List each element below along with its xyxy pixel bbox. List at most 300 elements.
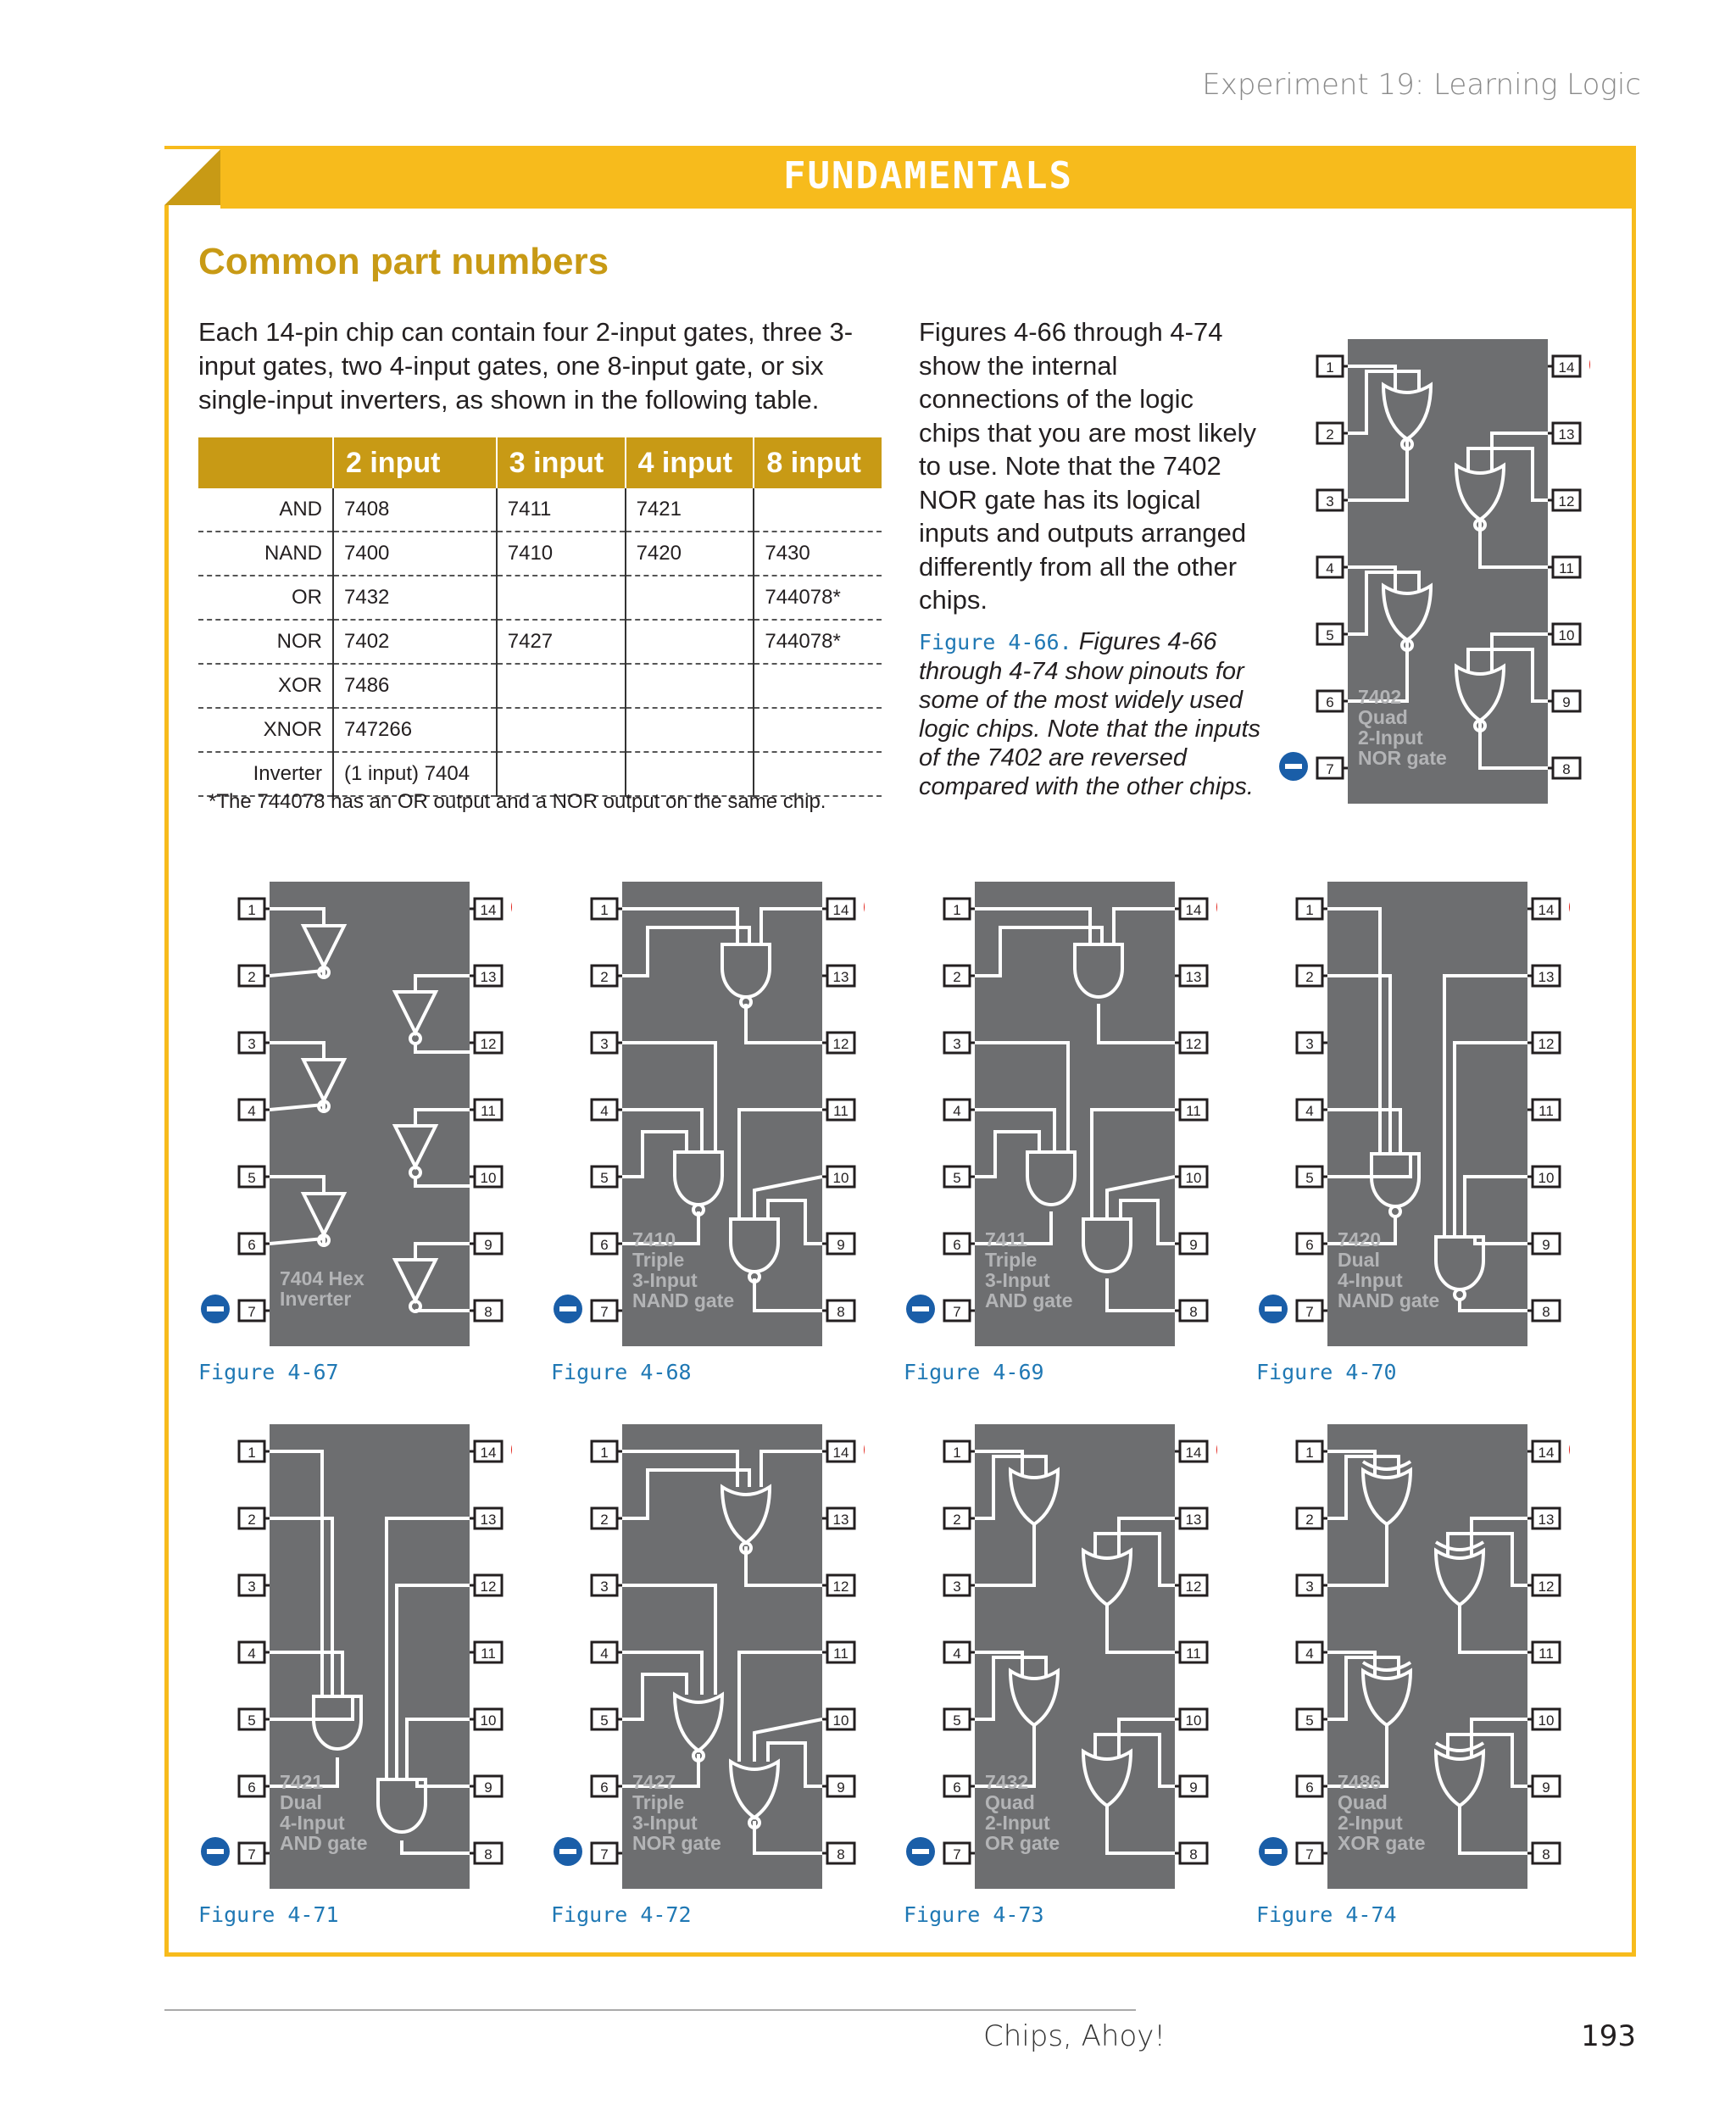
- svg-text:3: 3: [1305, 1579, 1314, 1595]
- plus-icon: [1569, 1435, 1570, 1464]
- pin-14: [1533, 899, 1560, 919]
- svg-text:5: 5: [1305, 1712, 1314, 1729]
- pin-4: [1297, 1100, 1322, 1120]
- pin-6: [592, 1776, 617, 1796]
- chip-diagram: [190, 1411, 512, 1902]
- chip-diagram: [542, 868, 865, 1360]
- plus-icon: [864, 1435, 865, 1464]
- pin-2: [944, 1508, 970, 1529]
- svg-text:14: 14: [480, 902, 497, 918]
- pin-10: [1180, 1167, 1207, 1187]
- pin-11: [1180, 1642, 1207, 1662]
- banner-title: FUNDAMENTALS: [783, 154, 1073, 198]
- svg-text:9: 9: [484, 1779, 492, 1796]
- svg-text:13: 13: [480, 1512, 497, 1528]
- figure-caption: [919, 627, 1275, 801]
- svg-text:11: 11: [481, 1103, 496, 1119]
- svg-text:7: 7: [1305, 1846, 1314, 1863]
- svg-text:4: 4: [1305, 1645, 1314, 1662]
- figure-label: Figure 4-67: [198, 1360, 339, 1384]
- svg-text:2: 2: [1326, 426, 1334, 443]
- svg-text:8: 8: [484, 1846, 492, 1863]
- svg-text:14: 14: [1538, 1445, 1555, 1461]
- chip-label: AND gate: [280, 1832, 368, 1854]
- svg-text:12: 12: [1185, 1036, 1202, 1052]
- table-cell: 7410: [497, 532, 626, 576]
- svg-text:1: 1: [600, 1445, 609, 1461]
- svg-text:4: 4: [1305, 1103, 1314, 1119]
- figure-label: Figure 4-70: [1256, 1360, 1397, 1384]
- row-header: XNOR: [198, 708, 333, 752]
- svg-text:9: 9: [1189, 1779, 1198, 1796]
- pin-3: [239, 1033, 264, 1053]
- pin-9: [1533, 1233, 1560, 1254]
- running-head: Experiment 19: Learning Logic: [1202, 68, 1641, 102]
- chip-label: Quad: [1338, 1791, 1388, 1813]
- row-header: NAND: [198, 532, 333, 576]
- svg-text:1: 1: [953, 1445, 961, 1461]
- pin-3: [239, 1575, 264, 1595]
- svg-text:8: 8: [1542, 1846, 1550, 1863]
- table-cell: 7430: [754, 532, 882, 576]
- svg-text:2: 2: [600, 969, 609, 985]
- svg-text:10: 10: [480, 1170, 497, 1186]
- svg-text:14: 14: [832, 902, 849, 918]
- pin-5: [239, 1709, 264, 1729]
- pin-9: [475, 1233, 502, 1254]
- pin-14: [1180, 899, 1207, 919]
- svg-text:12: 12: [1538, 1036, 1555, 1052]
- pin-13: [1533, 1508, 1560, 1529]
- pin-14: [827, 1441, 854, 1462]
- svg-text:5: 5: [953, 1170, 961, 1186]
- pin-2: [1317, 423, 1343, 443]
- chip-label: NAND gate: [1338, 1289, 1440, 1311]
- svg-text:8: 8: [1562, 761, 1571, 777]
- pin-8: [1180, 1300, 1207, 1321]
- pin-10: [1553, 624, 1580, 644]
- chip-diagram: [1248, 1411, 1570, 1902]
- pin-7: [1297, 1843, 1322, 1863]
- svg-text:6: 6: [248, 1779, 256, 1796]
- svg-text:1: 1: [248, 1445, 256, 1461]
- pin-4: [1297, 1642, 1322, 1662]
- chip-diagram: [1248, 868, 1570, 1360]
- table-cell: [497, 664, 626, 708]
- table-cell: [754, 664, 882, 708]
- pin-8: [1533, 1300, 1560, 1321]
- svg-text:6: 6: [600, 1779, 609, 1796]
- svg-text:9: 9: [1189, 1237, 1198, 1253]
- svg-text:2: 2: [248, 1512, 256, 1528]
- plus-icon: [511, 893, 512, 922]
- table-cell: [626, 664, 754, 708]
- svg-text:13: 13: [1185, 969, 1202, 985]
- svg-text:5: 5: [248, 1712, 256, 1729]
- pin-8: [475, 1300, 502, 1321]
- svg-text:3: 3: [953, 1579, 961, 1595]
- chip-7486: [1248, 1411, 1570, 1907]
- pin-14: [1533, 1441, 1560, 1462]
- svg-text:5: 5: [953, 1712, 961, 1729]
- svg-text:8: 8: [837, 1304, 845, 1320]
- svg-text:11: 11: [1538, 1103, 1554, 1119]
- figure-label: Figure 4-68: [551, 1360, 692, 1384]
- pin-4: [1317, 557, 1343, 577]
- pin-1: [944, 899, 970, 919]
- svg-text:4: 4: [600, 1645, 609, 1662]
- svg-text:8: 8: [484, 1304, 492, 1320]
- pin-12: [827, 1033, 854, 1053]
- svg-text:6: 6: [953, 1237, 961, 1253]
- chip-label: 7411: [985, 1228, 1027, 1250]
- chip-label: NAND gate: [632, 1289, 735, 1311]
- svg-text:7: 7: [248, 1846, 256, 1863]
- table-row: [198, 488, 882, 532]
- svg-text:9: 9: [1562, 694, 1571, 710]
- pin-10: [475, 1167, 502, 1187]
- pin-13: [827, 966, 854, 986]
- svg-text:9: 9: [484, 1237, 492, 1253]
- svg-text:12: 12: [480, 1579, 497, 1595]
- chip-label: Dual: [280, 1791, 322, 1813]
- chip-label: 4-Input: [280, 1812, 345, 1834]
- svg-text:6: 6: [953, 1779, 961, 1796]
- svg-text:2: 2: [953, 1512, 961, 1528]
- chip-diagram: [895, 1411, 1217, 1902]
- pin-7: [239, 1843, 264, 1863]
- chip-diagram: [542, 1411, 865, 1902]
- svg-text:8: 8: [837, 1846, 845, 1863]
- pin-6: [1297, 1776, 1322, 1796]
- svg-text:5: 5: [1305, 1170, 1314, 1186]
- svg-text:13: 13: [480, 969, 497, 985]
- pin-8: [475, 1843, 502, 1863]
- figure-label: Figure 4-74: [1256, 1902, 1397, 1927]
- pin-12: [475, 1575, 502, 1595]
- table-row: [198, 620, 882, 664]
- pin-10: [1533, 1167, 1560, 1187]
- table-cell: 7402: [333, 620, 497, 664]
- pin-12: [475, 1033, 502, 1053]
- chip-label: XOR gate: [1338, 1832, 1426, 1854]
- pin-2: [239, 1508, 264, 1529]
- svg-text:11: 11: [1186, 1645, 1201, 1662]
- svg-text:1: 1: [1305, 902, 1314, 918]
- pin-7: [239, 1300, 264, 1321]
- table-row: [198, 664, 882, 708]
- svg-text:4: 4: [953, 1103, 961, 1119]
- pin-7: [1297, 1300, 1322, 1321]
- minus-icon: [906, 1295, 935, 1323]
- svg-text:9: 9: [837, 1237, 845, 1253]
- table-cell: [497, 708, 626, 752]
- chip-label: 3-Input: [632, 1269, 698, 1291]
- pin-9: [827, 1776, 854, 1796]
- figure-label: Figure 4-72: [551, 1902, 692, 1927]
- svg-text:13: 13: [1558, 426, 1575, 443]
- svg-text:13: 13: [832, 969, 849, 985]
- plus-icon: [1216, 893, 1217, 922]
- svg-text:5: 5: [600, 1170, 609, 1186]
- chip-label: 2-Input: [985, 1812, 1050, 1834]
- svg-text:14: 14: [1185, 1445, 1202, 1461]
- chip-label: NOR gate: [632, 1832, 721, 1854]
- svg-text:11: 11: [481, 1645, 496, 1662]
- table-cell: 7411: [497, 488, 626, 532]
- banner: [220, 146, 1636, 209]
- pin-6: [944, 1776, 970, 1796]
- chip-label: 7486: [1338, 1771, 1382, 1793]
- chip-label: 2-Input: [1358, 727, 1423, 749]
- table-cell: [497, 576, 626, 620]
- svg-text:9: 9: [1542, 1237, 1550, 1253]
- row-header: NOR: [198, 620, 333, 664]
- svg-text:3: 3: [1305, 1036, 1314, 1052]
- svg-text:11: 11: [1538, 1645, 1554, 1662]
- pin-3: [1297, 1033, 1322, 1053]
- pin-1: [944, 1441, 970, 1462]
- table-footnote: *The 744078 has an OR output and a NOR output on the same chip.: [209, 790, 826, 813]
- svg-text:12: 12: [832, 1036, 849, 1052]
- chip-label: Triple: [985, 1249, 1038, 1271]
- svg-text:2: 2: [600, 1512, 609, 1528]
- pin-3: [1297, 1575, 1322, 1595]
- chip-label: 3-Input: [985, 1269, 1050, 1291]
- pin-14: [475, 899, 502, 919]
- svg-text:7: 7: [1326, 761, 1334, 777]
- svg-text:11: 11: [1186, 1103, 1201, 1119]
- chip-7410: [542, 868, 865, 1364]
- chip-label: 7402: [1358, 686, 1402, 708]
- pin-5: [944, 1709, 970, 1729]
- pin-12: [1180, 1033, 1207, 1053]
- footer-title: Chips, Ahoy!: [983, 2019, 1166, 2053]
- table-header: [198, 437, 333, 488]
- pin-11: [1180, 1100, 1207, 1120]
- svg-text:11: 11: [1559, 560, 1574, 576]
- chip-7402: [1268, 326, 1590, 821]
- plus-icon: [511, 1435, 512, 1464]
- pin-7: [944, 1300, 970, 1321]
- chip-diagram: [190, 868, 512, 1360]
- pin-5: [1297, 1167, 1322, 1187]
- pin-11: [475, 1642, 502, 1662]
- chip-7432: [895, 1411, 1217, 1907]
- table-cell: 7400: [333, 532, 497, 576]
- pin-3: [944, 1575, 970, 1595]
- table-cell: 7432: [333, 576, 497, 620]
- svg-text:2: 2: [248, 969, 256, 985]
- caption-text: Figures 4-66 through 4-74 show pinouts for some of the most widely used logic chips. Note that the inputs of the 7402 are reversed compared with the other chips.: [919, 628, 1261, 800]
- svg-text:6: 6: [1305, 1237, 1314, 1253]
- svg-text:6: 6: [1326, 694, 1334, 710]
- minus-icon: [554, 1837, 582, 1866]
- table-cell: [754, 708, 882, 752]
- pin-5: [592, 1167, 617, 1187]
- row-header: XOR: [198, 664, 333, 708]
- svg-text:13: 13: [1538, 969, 1555, 985]
- pin-2: [239, 966, 264, 986]
- svg-text:12: 12: [1538, 1579, 1555, 1595]
- pin-13: [1180, 1508, 1207, 1529]
- table-header: 4 input: [626, 437, 754, 488]
- svg-text:6: 6: [248, 1237, 256, 1253]
- pin-1: [592, 1441, 617, 1462]
- pin-10: [1533, 1709, 1560, 1729]
- pin-5: [944, 1167, 970, 1187]
- pin-11: [827, 1642, 854, 1662]
- pin-1: [239, 899, 264, 919]
- table-cell: [626, 576, 754, 620]
- svg-text:12: 12: [832, 1579, 849, 1595]
- chip-label: 7432: [985, 1771, 1029, 1793]
- table-header-row: [198, 437, 882, 488]
- svg-text:4: 4: [953, 1645, 961, 1662]
- svg-text:8: 8: [1189, 1846, 1198, 1863]
- chip-label: Dual: [1338, 1249, 1380, 1271]
- pin-12: [1533, 1033, 1560, 1053]
- pin-14: [827, 899, 854, 919]
- table-cell: 7421: [626, 488, 754, 532]
- pin-3: [592, 1033, 617, 1053]
- svg-text:2: 2: [1305, 1512, 1314, 1528]
- svg-text:7: 7: [600, 1846, 609, 1863]
- pin-5: [1297, 1709, 1322, 1729]
- svg-text:10: 10: [832, 1170, 849, 1186]
- table-row: [198, 576, 882, 620]
- chip-label: Triple: [632, 1791, 685, 1813]
- pin-5: [592, 1709, 617, 1729]
- svg-text:7: 7: [953, 1304, 961, 1320]
- pin-1: [1317, 356, 1343, 376]
- pin-6: [239, 1233, 264, 1254]
- pin-4: [592, 1642, 617, 1662]
- pin-13: [475, 966, 502, 986]
- chip-7411: [895, 868, 1217, 1364]
- table-cell: (1 input) 7404: [333, 752, 497, 796]
- chip-label: 7427: [632, 1771, 676, 1793]
- chip-diagram: [1268, 326, 1590, 817]
- svg-text:4: 4: [600, 1103, 609, 1119]
- table-row: [198, 532, 882, 576]
- svg-text:8: 8: [1542, 1304, 1550, 1320]
- svg-text:4: 4: [1326, 560, 1334, 576]
- minus-icon: [1279, 752, 1308, 781]
- table-cell: 744078*: [754, 576, 882, 620]
- plus-icon: [1569, 893, 1570, 922]
- caption-label: Figure 4-66.: [919, 630, 1072, 654]
- pin-13: [475, 1508, 502, 1529]
- table-cell: 7486: [333, 664, 497, 708]
- table-row: [198, 708, 882, 752]
- svg-text:7: 7: [953, 1846, 961, 1863]
- svg-text:6: 6: [1305, 1779, 1314, 1796]
- svg-text:10: 10: [1538, 1170, 1555, 1186]
- corner-fold-icon: [164, 146, 224, 210]
- table-header: 8 input: [754, 437, 882, 488]
- table-header: 3 input: [497, 437, 626, 488]
- pin-11: [1533, 1100, 1560, 1120]
- svg-text:7: 7: [1305, 1304, 1314, 1320]
- chip-label: 7420: [1338, 1228, 1382, 1250]
- svg-text:10: 10: [1558, 627, 1575, 643]
- svg-text:1: 1: [1305, 1445, 1314, 1461]
- pin-4: [239, 1642, 264, 1662]
- pin-4: [944, 1100, 970, 1120]
- pin-10: [827, 1709, 854, 1729]
- intro-text: Each 14-pin chip can contain four 2-input gates, three 3-input gates, two 4-input gates, one 8-input gate, or six single-input inverters, as shown in the following table.: [198, 317, 854, 415]
- pin-7: [944, 1843, 970, 1863]
- pin-12: [1533, 1575, 1560, 1595]
- chip-7421: [190, 1411, 512, 1907]
- svg-text:3: 3: [1326, 493, 1334, 510]
- svg-text:3: 3: [953, 1036, 961, 1052]
- svg-text:6: 6: [600, 1237, 609, 1253]
- svg-text:1: 1: [248, 902, 256, 918]
- chip-label: 7404 Hex: [280, 1267, 364, 1289]
- chip-7427: [542, 1411, 865, 1907]
- figures-paragraph: Figures 4-66 through 4-74 show the internal connections of the logic chips that you are most likely to use. Note that the 7402 NOR gate has its logical inputs and outputs arranged differently from all the other chips.: [919, 317, 1257, 615]
- pin-4: [239, 1100, 264, 1120]
- chip-7404: [190, 868, 512, 1364]
- row-header: Inverter: [198, 752, 333, 796]
- svg-text:7: 7: [600, 1304, 609, 1320]
- minus-icon: [554, 1295, 582, 1323]
- minus-icon: [906, 1837, 935, 1866]
- table-cell: 7420: [626, 532, 754, 576]
- svg-text:10: 10: [1185, 1170, 1202, 1186]
- chip-label: Inverter: [280, 1288, 352, 1310]
- chip-label: 3-Input: [632, 1812, 698, 1834]
- pin-1: [592, 899, 617, 919]
- svg-text:14: 14: [1185, 902, 1202, 918]
- table-cell: [626, 708, 754, 752]
- pin-3: [944, 1033, 970, 1053]
- row-header: OR: [198, 576, 333, 620]
- pin-12: [827, 1575, 854, 1595]
- chip-label: Quad: [985, 1791, 1035, 1813]
- svg-text:14: 14: [832, 1445, 849, 1461]
- svg-text:3: 3: [600, 1579, 609, 1595]
- svg-text:5: 5: [248, 1170, 256, 1186]
- pin-6: [944, 1233, 970, 1254]
- chip-label: Triple: [632, 1249, 685, 1271]
- pin-14: [1180, 1441, 1207, 1462]
- chip-7420: [1248, 868, 1570, 1364]
- svg-text:14: 14: [1538, 902, 1555, 918]
- pin-2: [592, 966, 617, 986]
- pin-8: [1553, 758, 1580, 778]
- pin-9: [475, 1776, 502, 1796]
- svg-text:12: 12: [1185, 1579, 1202, 1595]
- svg-text:8: 8: [1189, 1304, 1198, 1320]
- minus-icon: [1259, 1837, 1288, 1866]
- minus-icon: [201, 1837, 230, 1866]
- svg-text:1: 1: [600, 902, 609, 918]
- plus-icon: [1589, 350, 1590, 379]
- figure-label: Figure 4-69: [904, 1360, 1044, 1384]
- figure-label: Figure 4-73: [904, 1902, 1044, 1927]
- plus-icon: [1216, 1435, 1217, 1464]
- pin-11: [1533, 1642, 1560, 1662]
- pin-10: [1180, 1709, 1207, 1729]
- svg-text:4: 4: [248, 1645, 256, 1662]
- svg-text:10: 10: [1185, 1712, 1202, 1729]
- pin-10: [827, 1167, 854, 1187]
- page-number: 193: [1581, 2019, 1636, 2053]
- pin-9: [1180, 1233, 1207, 1254]
